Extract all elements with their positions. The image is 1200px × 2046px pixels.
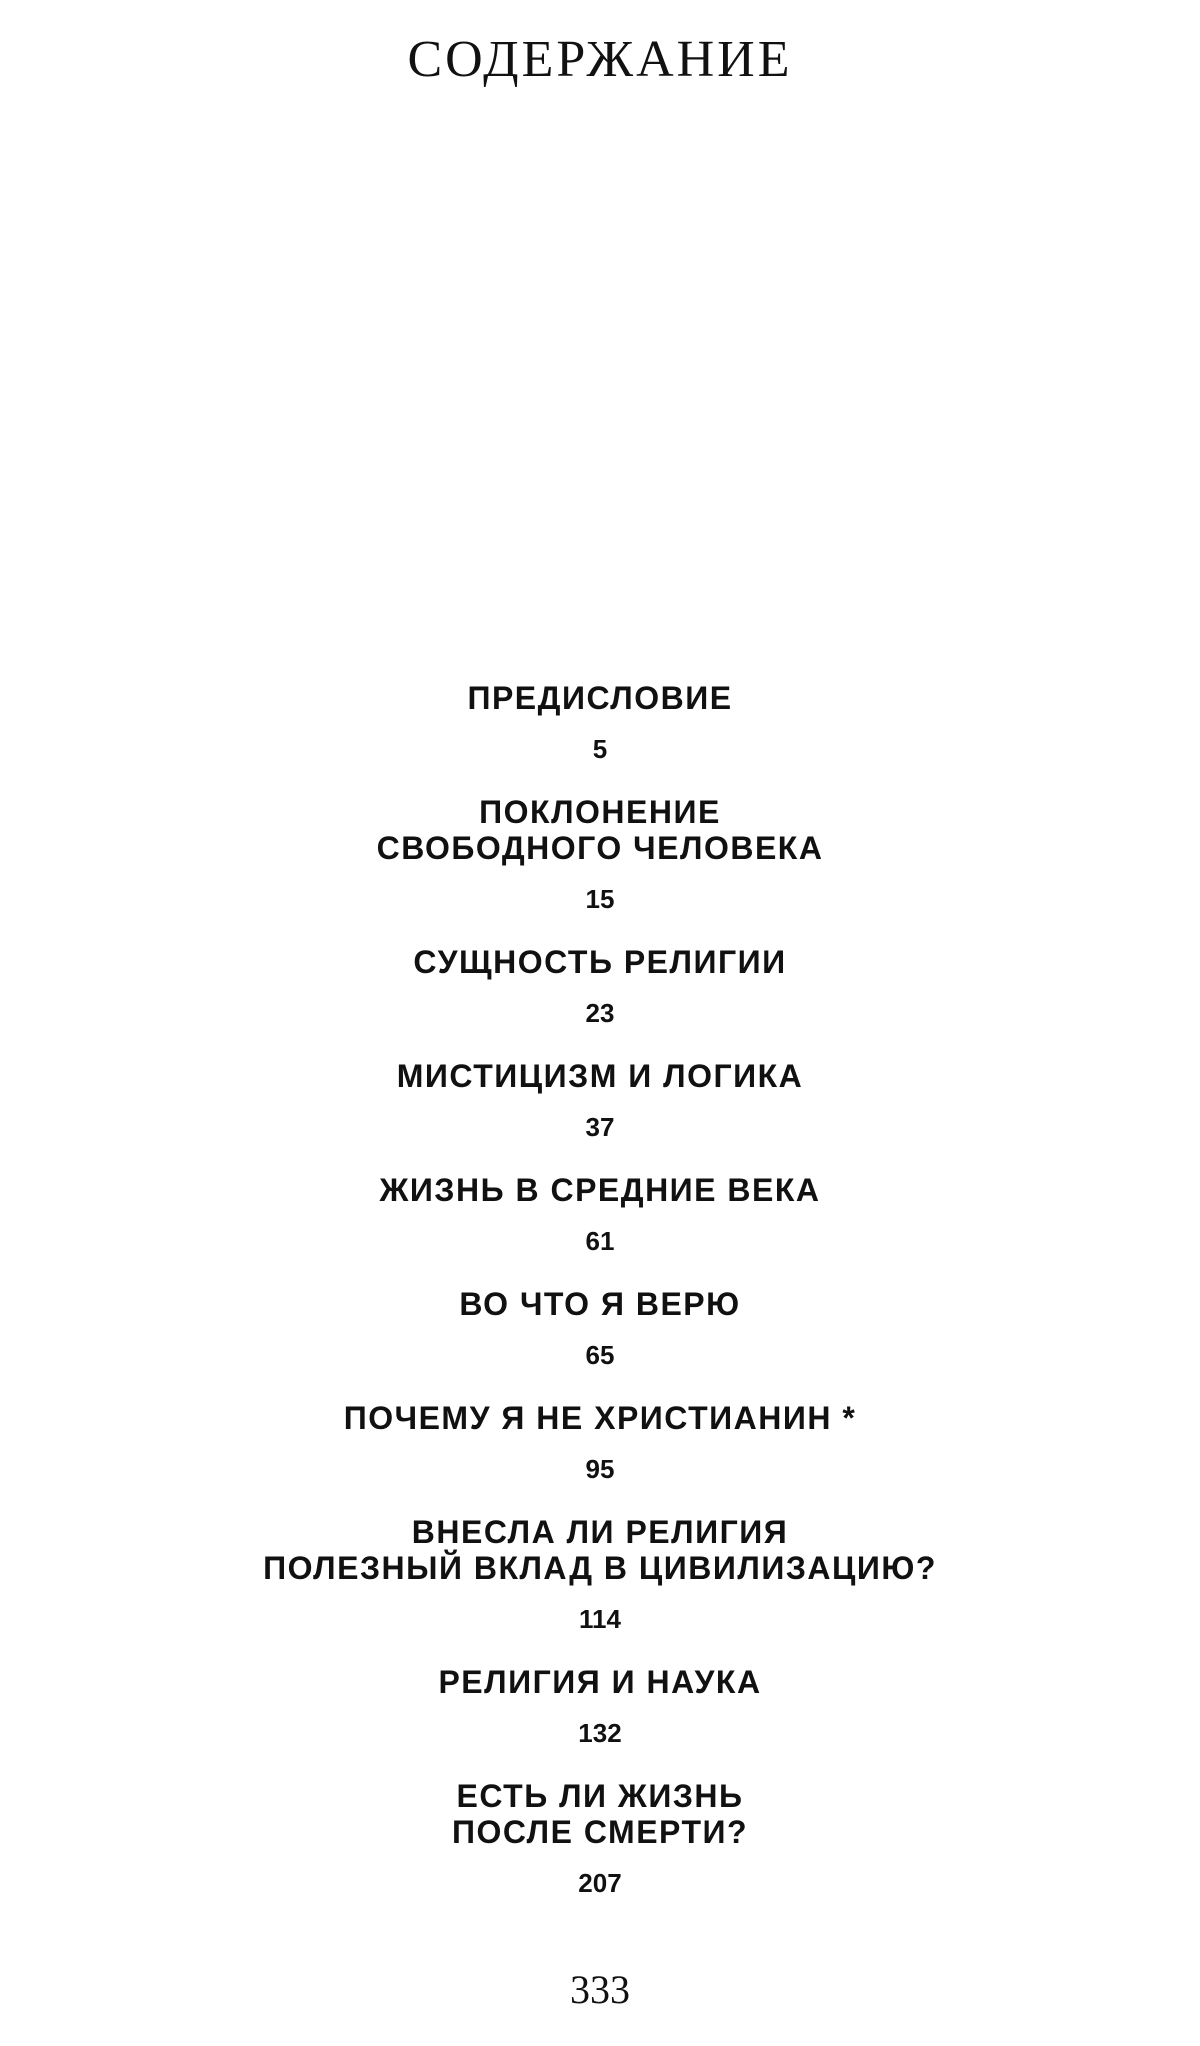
toc-entry-page: 65 bbox=[585, 1340, 615, 1370]
toc-entry-religion-contribution bbox=[0, 1514, 1200, 1634]
toc-entry-title: ВО ЧТО Я ВЕРЮ bbox=[459, 1286, 741, 1322]
toc-entry-page: 15 bbox=[585, 884, 615, 914]
toc-entry-page: 5 bbox=[592, 734, 608, 764]
toc-entry-page: 207 bbox=[578, 1868, 622, 1898]
page-number: 333 bbox=[570, 1967, 630, 2012]
toc-entry-religion-and-science bbox=[0, 1664, 1200, 1748]
toc-entry-page: 132 bbox=[578, 1718, 622, 1748]
page-title: СОДЕРЖАНИЕ bbox=[407, 31, 793, 88]
toc-entry-life-after-death bbox=[0, 1778, 1200, 1898]
toc-entry-title: МИСТИЦИЗМ И ЛОГИКА bbox=[396, 1058, 804, 1094]
toc-entry-page: 37 bbox=[585, 1112, 615, 1142]
toc-entry-page: 95 bbox=[585, 1454, 615, 1484]
toc-entry-page: 23 bbox=[585, 998, 615, 1028]
toc-entry-free-mans-worship bbox=[0, 794, 1200, 914]
toc-entry-title: ВНЕСЛА ЛИ РЕЛИГИЯ ПОЛЕЗНЫЙ ВКЛАД В ЦИВИЛИЗАЦИЮ? bbox=[263, 1514, 937, 1586]
toc-entry-title: ПОЧЕМУ Я НЕ ХРИСТИАНИН * bbox=[343, 1400, 857, 1436]
toc-entry-title: СУЩНОСТЬ РЕЛИГИИ bbox=[413, 944, 787, 980]
toc-entry-title: ЖИЗНЬ В СРЕДНИЕ ВЕКА bbox=[379, 1172, 821, 1208]
toc-entry-what-i-believe bbox=[0, 1286, 1200, 1370]
toc-entry-title: ПРЕДИСЛОВИЕ bbox=[467, 680, 733, 716]
toc-entry-page: 114 bbox=[579, 1604, 621, 1634]
table-of-contents bbox=[0, 680, 1200, 1928]
toc-entry-essence-of-religion bbox=[0, 944, 1200, 1028]
toc-entry-title: ЕСТЬ ЛИ ЖИЗНЬ ПОСЛЕ СМЕРТИ? bbox=[451, 1778, 749, 1850]
toc-entry-title: РЕЛИГИЯ И НАУКА bbox=[438, 1664, 762, 1700]
toc-entry-why-not-christian bbox=[0, 1400, 1200, 1484]
toc-entry-mysticism-and-logic bbox=[0, 1058, 1200, 1142]
toc-entry-preface bbox=[0, 680, 1200, 764]
toc-entry-page: 61 bbox=[585, 1226, 615, 1256]
toc-entry-middle-ages bbox=[0, 1172, 1200, 1256]
toc-entry-title: ПОКЛОНЕНИЕ СВОБОДНОГО ЧЕЛОВЕКА bbox=[376, 794, 824, 866]
